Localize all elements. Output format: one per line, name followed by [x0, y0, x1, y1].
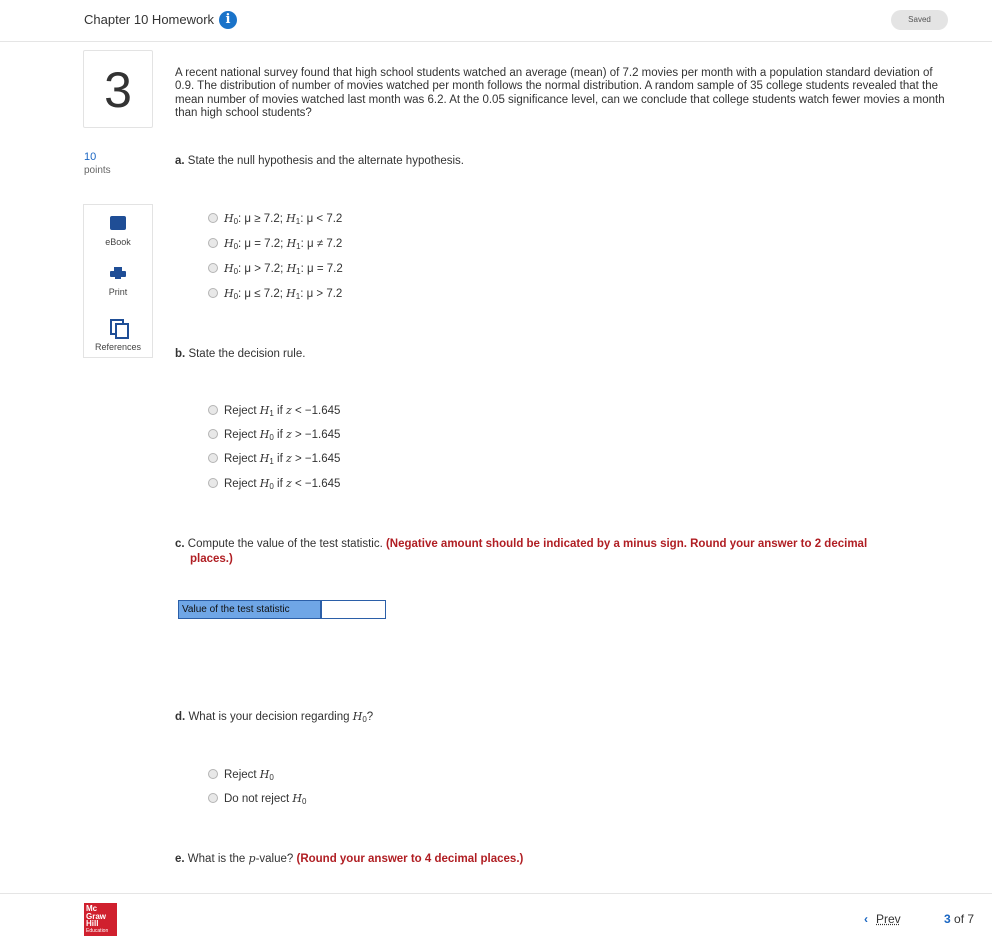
ebook-button[interactable] — [84, 216, 152, 247]
assignment-title: Chapter 10 Homework — [84, 12, 215, 27]
radio-button[interactable] — [208, 288, 218, 298]
ebook-label: eBook — [105, 237, 131, 247]
points-label: points — [84, 165, 111, 176]
references-label: References — [94, 342, 142, 352]
part-a-prefix: a. — [175, 155, 185, 167]
part-c-instruction: (Negative amount should be indicated by a minus sign. Round your answer to 2 decimal — [385, 538, 868, 550]
chevron-left-icon: ‹ — [864, 912, 868, 926]
answer-table — [178, 600, 386, 619]
info-icon[interactable]: i — [219, 11, 237, 29]
print-button[interactable] — [84, 267, 152, 297]
part-c-prompt — [175, 537, 955, 567]
question-number: 3 — [83, 50, 153, 128]
radio-button[interactable] — [208, 213, 218, 223]
radio-button[interactable] — [208, 405, 218, 415]
part-e-prefix: e. — [175, 853, 185, 865]
part-a-option-4[interactable]: $H_0$: μ ≤ 7.2; $H_1$: μ > 7.2 — [208, 287, 342, 301]
part-a-option-2[interactable]: $H_0$: μ = 7.2; $H_1$: μ ≠ 7.2 — [208, 237, 342, 251]
part-c-prefix: c. — [175, 538, 185, 550]
part-a-prompt — [175, 155, 464, 167]
saved-badge: Saved — [891, 10, 948, 30]
radio-button[interactable] — [208, 793, 218, 803]
copy-pages-icon — [110, 319, 126, 335]
test-statistic-input[interactable] — [320, 601, 385, 618]
references-button[interactable] — [84, 319, 152, 352]
part-a-option-3[interactable]: $H_0$: μ > 7.2; $H_1$: μ = 7.2 — [208, 262, 343, 276]
page-indicator: 3 of 7 — [944, 912, 975, 926]
radio-button[interactable] — [208, 453, 218, 463]
prev-label: Prev — [876, 912, 901, 926]
print-label: Print — [108, 287, 128, 297]
footer — [0, 893, 992, 939]
mcgraw-hill-logo: Mc Graw Hill Education — [84, 903, 117, 936]
part-e-prompt: e. What is the p-value? (Round your answer to 4 decimal places.) — [175, 852, 524, 865]
part-b-prompt — [175, 348, 305, 360]
points-info — [84, 151, 111, 176]
part-b-option-2[interactable]: Reject $H_0$ if z > −1.645 — [208, 428, 340, 442]
part-b-option-3[interactable]: Reject $H_1$ if z > −1.645 — [208, 452, 340, 466]
radio-button[interactable] — [208, 769, 218, 779]
radio-button[interactable] — [208, 429, 218, 439]
part-d-prompt: d. What is your decision regarding $H_0$? — [175, 710, 374, 724]
printer-icon — [110, 267, 126, 280]
part-b-option-4[interactable]: Reject $H_0$ if z < −1.645 — [208, 477, 340, 491]
part-a-text: State the null hypothesis and the alternate hypothesis. — [187, 155, 464, 167]
part-a-option-1[interactable]: $H_0$: μ ≥ 7.2; $H_1$: μ < 7.2 — [208, 212, 342, 226]
radio-button[interactable] — [208, 263, 218, 273]
question-text: A recent national survey found that high school students watched an average (mean) of 7.2 movies per month with a population standard deviation of 0.9. The distribution of number of movies watched per month follows the normal distribution. A random sample of 35 college students revealed that the mean number of movies watched last month was 6.2. At the 0.05 significance level, can we conclude that college students watch fewer movies a month than high school students? — [175, 67, 945, 120]
tools-panel — [83, 204, 153, 358]
radio-button[interactable] — [208, 238, 218, 248]
part-b-text: State the decision rule. — [188, 348, 306, 360]
part-c-instruction-cont: places.) — [190, 553, 233, 565]
part-b-prefix: b. — [175, 348, 186, 360]
book-icon — [110, 216, 126, 230]
part-c-text: Compute the value of the test statistic. — [187, 538, 383, 550]
test-statistic-label: Value of the test statistic — [179, 601, 320, 618]
part-e-instruction: (Round your answer to 4 decimal places.) — [296, 853, 524, 865]
part-b-option-1[interactable]: Reject $H_1$ if z < −1.645 — [208, 404, 340, 418]
points-value: 10 — [84, 151, 97, 163]
part-d-option-do-not-reject[interactable]: Do not reject $H_0$ — [208, 792, 306, 806]
prev-button[interactable] — [864, 912, 901, 926]
top-bar — [0, 0, 992, 42]
radio-button[interactable] — [208, 478, 218, 488]
part-d-prefix: d. — [175, 711, 186, 723]
part-d-option-reject[interactable]: Reject $H_0$ — [208, 768, 274, 782]
